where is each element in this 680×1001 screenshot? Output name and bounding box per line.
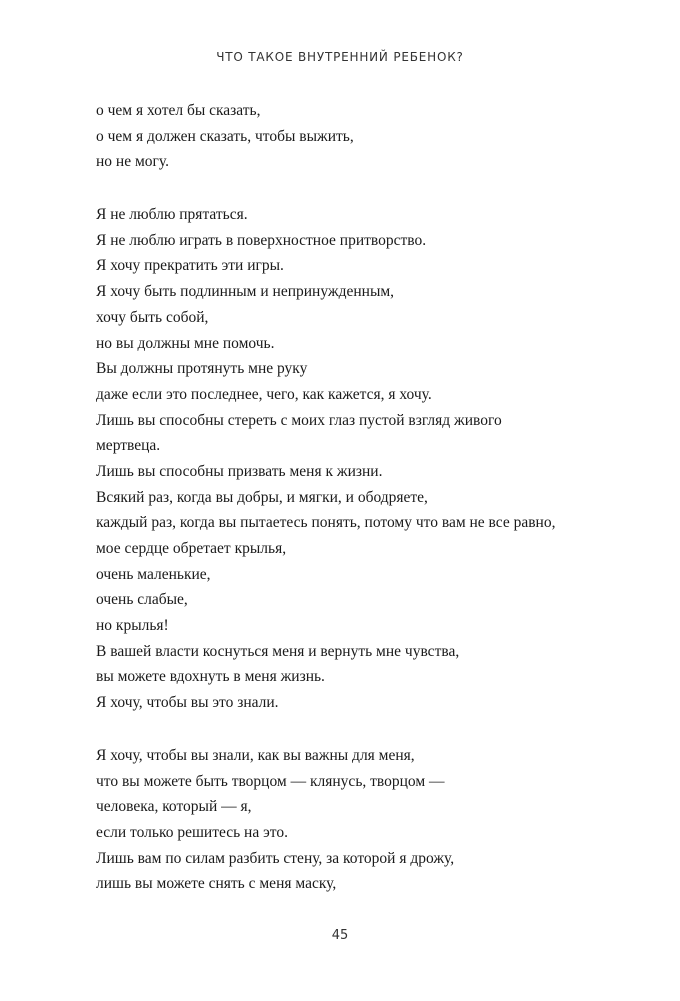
poem-line: Я хочу, чтобы вы это знали.: [96, 694, 279, 712]
poem-line: Я хочу, чтобы вы знали, как вы важны для меня,: [96, 746, 415, 764]
poem-line: мертвеца.: [96, 437, 161, 455]
poem-line: если только решитесь на это.: [96, 823, 288, 841]
poem-line: очень слабые,: [96, 591, 188, 609]
poem-line: Я не люблю играть в поверхностное притворство.: [96, 231, 427, 249]
stanza: [96, 202, 656, 716]
page-number: 45: [331, 928, 349, 943]
poem-line: мое сердце обретает крылья,: [96, 540, 287, 557]
poem-line: лишь вы можете снять с меня маску,: [96, 875, 337, 893]
poem-line: хочу быть собой,: [96, 308, 209, 326]
poem-line: но вы должны мне помочь.: [96, 334, 275, 352]
poem-line: Лишь вам по силам разбить стену, за которой я дрожу,: [96, 849, 455, 867]
stanza: [96, 98, 656, 175]
running-header: ЧТО ТАКОЕ ВНУТРЕННИЙ РЕБЕНОК?: [216, 50, 464, 64]
poem-line: даже если это последнее, чего, как кажется, я хочу.: [96, 385, 432, 403]
poem-line: Всякий раз, когда вы добры, и мягки, и ободряете,: [96, 488, 428, 506]
poem-line: но крылья!: [96, 617, 169, 635]
stanza-break: [96, 716, 656, 743]
poem-line: но не могу.: [96, 153, 169, 171]
stanza: [96, 743, 656, 897]
poem-line: Я хочу быть подлинным и непринужденным,: [96, 283, 395, 301]
poem-line: вы можете вдохнуть в меня жизнь.: [96, 668, 325, 686]
poem-line: о чем я хотел бы сказать,: [96, 102, 261, 119]
poem-line: о чем я должен сказать, чтобы выжить,: [96, 127, 354, 145]
poem-line: В вашей власти коснуться меня и вернуть мне чувства,: [96, 642, 460, 660]
poem-body: [96, 98, 656, 897]
poem-line: каждый раз, когда вы пытаетесь понять, потому что вам не все равно,: [96, 514, 556, 532]
poem-line: человека, который — я,: [96, 798, 252, 816]
poem-line: очень маленькие,: [96, 565, 211, 583]
poem-line: Вы должны протянуть мне руку: [96, 360, 308, 378]
poem-line: Я не люблю прятаться.: [96, 206, 248, 224]
poem-line: Лишь вы способны призвать меня к жизни.: [96, 462, 383, 480]
poem-line: Лишь вы способны стереть с моих глаз пустой взгляд живого: [96, 411, 502, 429]
stanza-break: [96, 175, 656, 202]
poem-line: что вы можете быть творцом — клянусь, творцом —: [96, 772, 445, 790]
poem-line: Я хочу прекратить эти игры.: [96, 257, 284, 275]
